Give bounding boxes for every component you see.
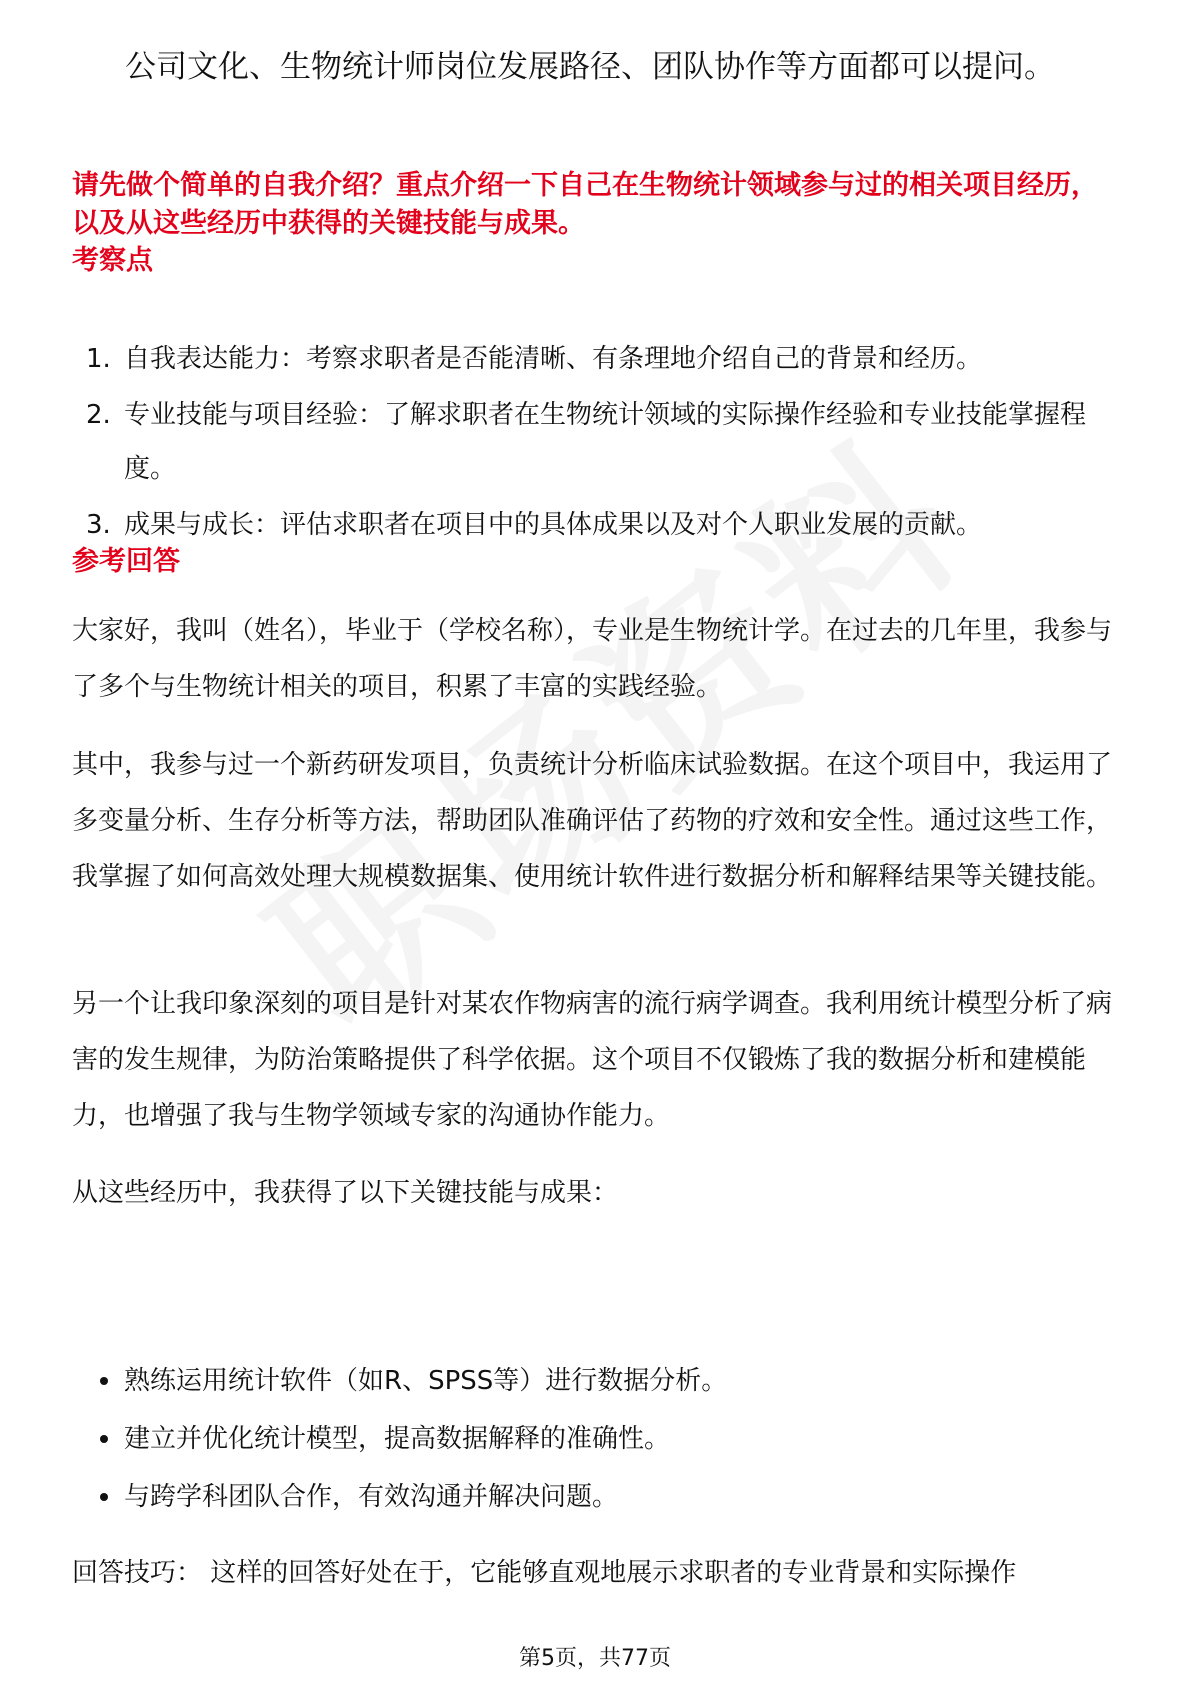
skills-list — [72, 1352, 1122, 1526]
point-item — [72, 330, 1122, 388]
page-number: 第5页，共77页 — [519, 1646, 671, 1671]
bullet-icon — [100, 1377, 108, 1385]
skill-item — [72, 1468, 1122, 1526]
skill-item — [72, 1410, 1122, 1468]
interview-question: 请先做个简单的自我介绍？重点介绍一下自己在生物统计领域参与过的相关项目经历，以及从这些经历中获得的关键技能与成果。 — [72, 170, 1098, 239]
point-item — [72, 388, 1122, 496]
answer-tips: 回答技巧： 这样的回答好处在于，它能够直观地展示求职者的专业背景和实际操作 — [72, 1558, 1017, 1588]
point-number: 2. — [86, 400, 111, 430]
point-number: 1. — [86, 344, 111, 374]
answer-paragraph: 其中，我参与过一个新药研发项目，负责统计分析临床试验数据。在这个项目中，我运用了多变量分析、生存分析等方法，帮助团队准确评估了药物的疗效和安全性。通过这些工作，我掌握了如何高效处理大规模数据集、使用统计软件进行数据分析和解释结果等关键技能。 — [72, 750, 1113, 892]
answer-paragraph: 另一个让我印象深刻的项目是针对某农作物病害的流行病学调查。我利用统计模型分析了病害的发生规律，为防治策略提供了科学依据。这个项目不仅锻炼了我的数据分析和建模能力，也增强了我与生物学领域专家的沟通协作能力。 — [72, 989, 1113, 1131]
point-number: 3. — [86, 510, 111, 540]
bullet-icon — [100, 1435, 108, 1443]
skill-text: 与跨学科团队合作，有效沟通并解决问题。 — [124, 1482, 619, 1512]
answer-heading: 参考回答 — [72, 546, 180, 577]
answer-paragraph: 大家好，我叫（姓名），毕业于（学校名称），专业是生物统计学。在过去的几年里，我参与了多个与生物统计相关的项目，积累了丰富的实践经验。 — [72, 616, 1113, 702]
answer-paragraph: 从这些经历中，我获得了以下关键技能与成果： — [72, 1178, 619, 1208]
points-heading: 考察点 — [72, 245, 153, 276]
point-item — [72, 496, 1122, 554]
point-text: 自我表达能力：考察求职者是否能清晰、有条理地介绍自己的背景和经历。 — [124, 344, 983, 374]
point-text: 专业技能与项目经验：了解求职者在生物统计领域的实际操作经验和专业技能掌握程度。 — [124, 400, 1087, 484]
intro-paragraph: 公司文化、生物统计师岗位发展路径、团队协作等方面都可以提问。 — [125, 49, 1055, 85]
skill-text: 熟练运用统计软件（如R、SPSS等）进行数据分析。 — [124, 1366, 728, 1396]
point-text: 成果与成长：评估求职者在项目中的具体成果以及对个人职业发展的贡献。 — [124, 510, 983, 540]
bullet-icon — [100, 1493, 108, 1501]
skill-item — [72, 1352, 1122, 1410]
points-list — [72, 330, 1122, 554]
skill-text: 建立并优化统计模型，提高数据解释的准确性。 — [124, 1424, 671, 1454]
